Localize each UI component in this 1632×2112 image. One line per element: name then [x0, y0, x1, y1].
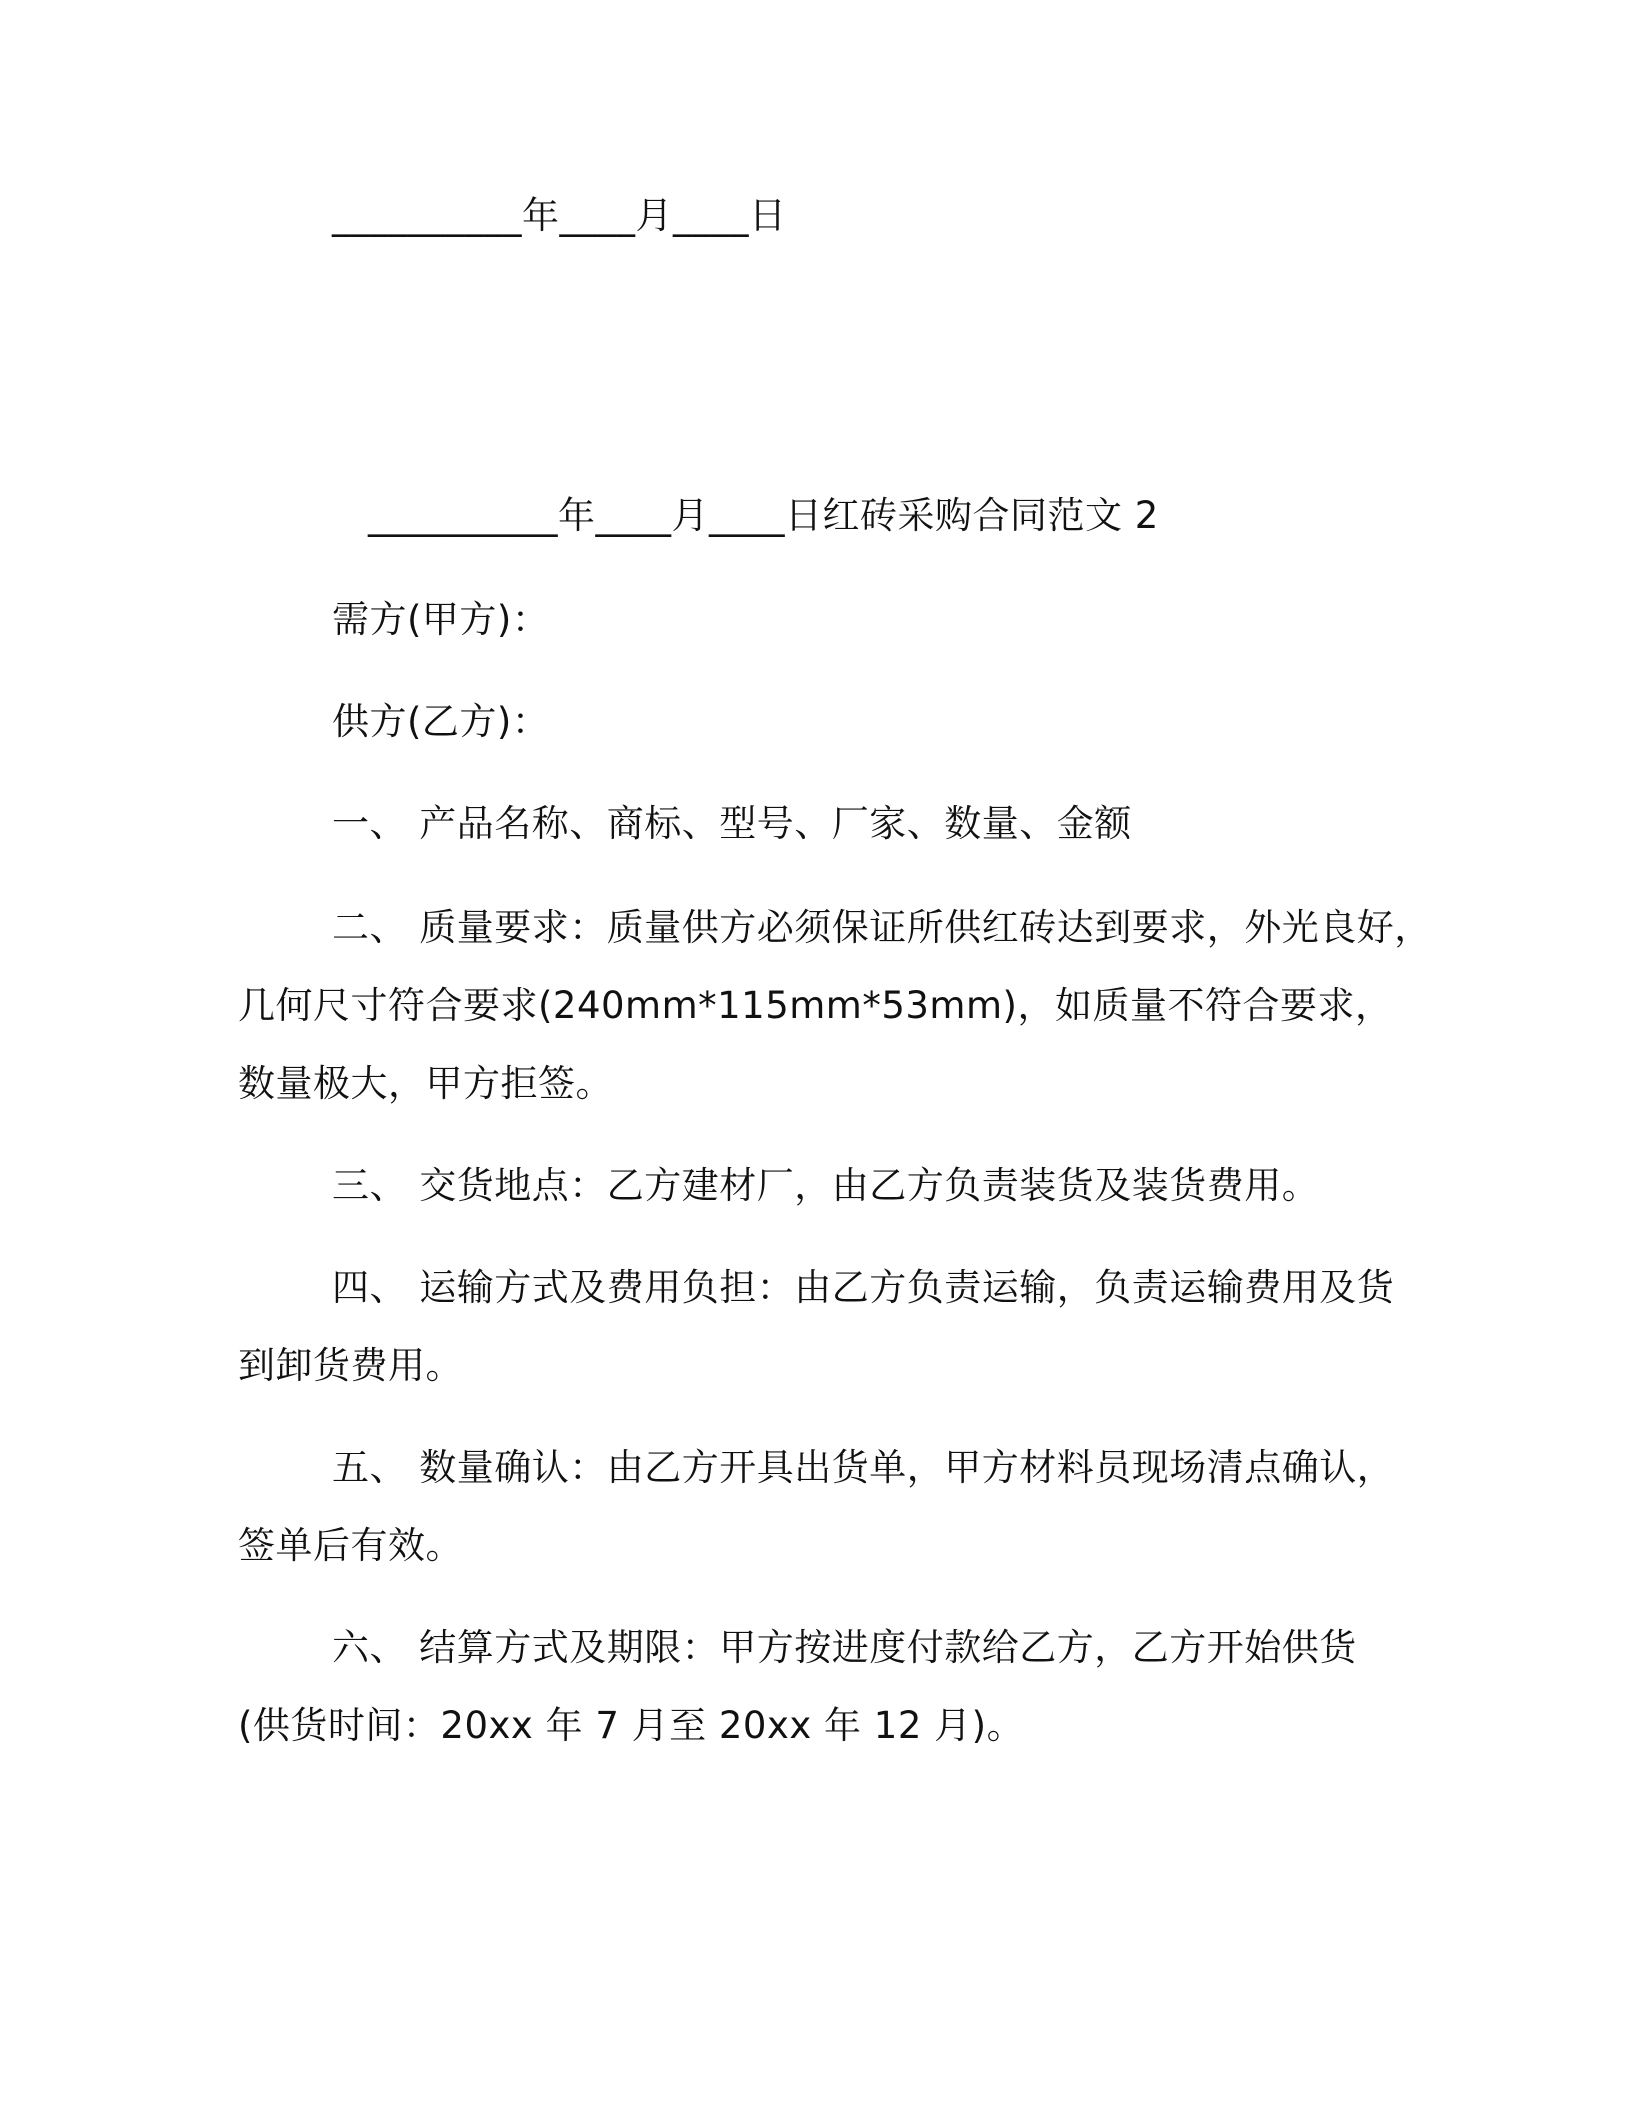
clause-6-line-1: 六、 结算方式及期限：甲方按进度付款给乙方，乙方开始供货: [332, 1626, 1357, 1669]
clause-3: 三、 交货地点：乙方建材厂，由乙方负责装货及装货费用。: [332, 1164, 1320, 1207]
date-line: __________年____月____日: [332, 194, 787, 237]
clause-5-line-1: 五、 数量确认：由乙方开具出货单，甲方材料员现场清点确认，: [332, 1446, 1395, 1489]
clause-2-line-1: 二、 质量要求：质量供方必须保证所供红砖达到要求，外光良好，: [332, 906, 1432, 949]
party-a-label: 需方(甲方)：: [332, 598, 550, 641]
clause-5-line-2: 签单后有效。: [238, 1524, 463, 1567]
contract-title: __________年____月____日红砖采购合同范文 2: [368, 494, 1159, 537]
clause-1: 一、 产品名称、商标、型号、厂家、数量、金额: [332, 802, 1132, 845]
clause-2-line-2: 几何尺寸符合要求(240mm*115mm*53mm)，如质量不符合要求，: [238, 984, 1393, 1027]
clause-4-line-2: 到卸货费用。: [238, 1344, 463, 1387]
party-b-label: 供方(乙方)：: [332, 700, 550, 743]
clause-6-line-2: (供货时间：20xx 年 7 月至 20xx 年 12 月)。: [238, 1704, 1025, 1747]
clause-2-line-3: 数量极大，甲方拒签。: [238, 1062, 613, 1105]
clause-4-line-1: 四、 运输方式及费用负担：由乙方负责运输，负责运输费用及货: [332, 1266, 1395, 1309]
